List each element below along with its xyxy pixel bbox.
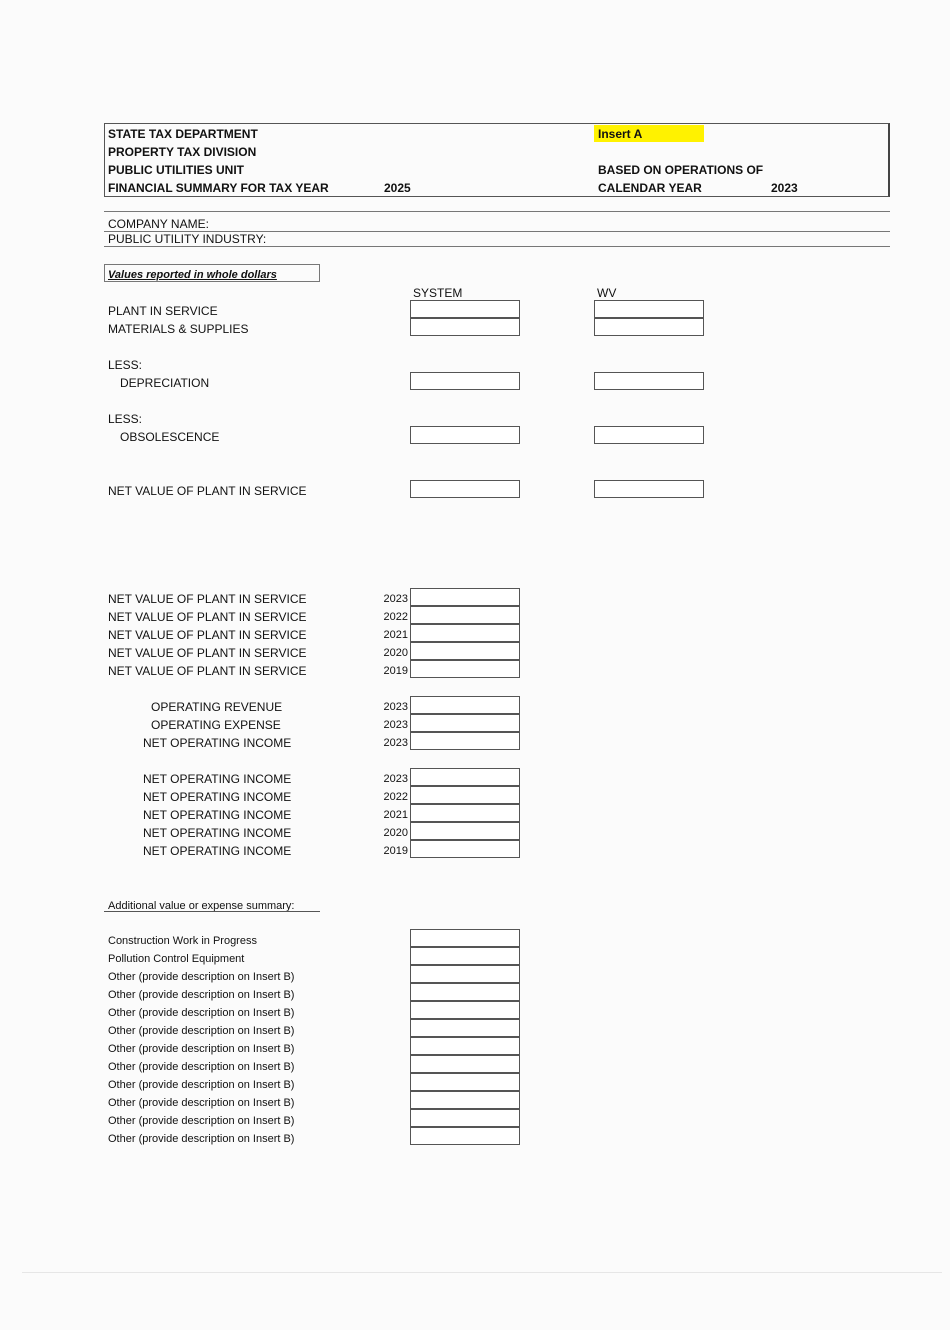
noi-history-input[interactable] bbox=[410, 840, 520, 858]
noi-history-label: NET OPERATING INCOME bbox=[143, 844, 292, 858]
unit-title: PUBLIC UTILITIES UNIT bbox=[108, 163, 244, 177]
net-value-history-input[interactable] bbox=[410, 606, 520, 624]
additional-item-input[interactable] bbox=[410, 1127, 520, 1145]
depreciation-label: DEPRECIATION bbox=[120, 376, 210, 390]
company-bottom-line bbox=[104, 246, 890, 247]
additional-item-label: Other (provide description on Insert B) bbox=[108, 989, 295, 1001]
additional-item-input[interactable] bbox=[410, 965, 520, 983]
additional-item-input[interactable] bbox=[410, 929, 520, 947]
page-bottom-rule bbox=[22, 1272, 942, 1273]
materials-system-input[interactable] bbox=[410, 318, 520, 336]
noi-history-year: 2022 bbox=[383, 791, 408, 803]
additional-item-label: Other (provide description on Insert B) bbox=[108, 1079, 295, 1091]
additional-item-label: Other (provide description on Insert B) bbox=[108, 1061, 295, 1073]
operating-revenue-year: 2023 bbox=[383, 701, 408, 713]
net-operating-income-input[interactable] bbox=[410, 732, 520, 750]
additional-item-label: Other (provide description on Insert B) bbox=[108, 971, 295, 983]
insert-label: Insert A bbox=[598, 127, 643, 141]
tax-year: 2025 bbox=[384, 181, 411, 195]
net-operating-income-year: 2023 bbox=[383, 737, 408, 749]
company-name-label: COMPANY NAME: bbox=[108, 217, 209, 231]
plant-in-service-wv-input[interactable] bbox=[594, 300, 704, 318]
additional-item-input[interactable] bbox=[410, 1037, 520, 1055]
operating-expense-label: OPERATING EXPENSE bbox=[151, 718, 281, 732]
wv-column-header: WV bbox=[597, 286, 617, 300]
additional-title: Additional value or expense summary: bbox=[108, 900, 295, 912]
net-value-label: NET VALUE OF PLANT IN SERVICE bbox=[108, 484, 307, 498]
summary-title: FINANCIAL SUMMARY FOR TAX YEAR bbox=[108, 181, 329, 195]
additional-item-input[interactable] bbox=[410, 947, 520, 965]
net-value-history-year: 2021 bbox=[383, 629, 408, 641]
noi-history-input[interactable] bbox=[410, 786, 520, 804]
noi-history-input[interactable] bbox=[410, 822, 520, 840]
less-label-1: LESS: bbox=[108, 358, 143, 372]
net-value-history-label: NET VALUE OF PLANT IN SERVICE bbox=[108, 592, 307, 606]
operating-revenue-input[interactable] bbox=[410, 696, 520, 714]
net-value-history-label: NET VALUE OF PLANT IN SERVICE bbox=[108, 664, 307, 678]
noi-history-label: NET OPERATING INCOME bbox=[143, 772, 292, 786]
obsolescence-system-input[interactable] bbox=[410, 426, 520, 444]
operating-expense-year: 2023 bbox=[383, 719, 408, 731]
additional-item-input[interactable] bbox=[410, 1019, 520, 1037]
depreciation-system-input[interactable] bbox=[410, 372, 520, 390]
additional-item-label: Other (provide description on Insert B) bbox=[108, 1133, 295, 1145]
net-value-wv-input[interactable] bbox=[594, 480, 704, 498]
materials-wv-input[interactable] bbox=[594, 318, 704, 336]
based-on-label: BASED ON OPERATIONS OF bbox=[598, 163, 764, 177]
additional-item-label: Construction Work in Progress bbox=[108, 935, 257, 947]
plant-in-service-system-input[interactable] bbox=[410, 300, 520, 318]
industry-field[interactable] bbox=[260, 232, 890, 246]
noi-history-label: NET OPERATING INCOME bbox=[143, 826, 292, 840]
net-value-history-label: NET VALUE OF PLANT IN SERVICE bbox=[108, 610, 307, 624]
system-column-header: SYSTEM bbox=[413, 286, 463, 300]
materials-label: MATERIALS & SUPPLIES bbox=[108, 322, 249, 336]
operating-revenue-label: OPERATING REVENUE bbox=[151, 700, 283, 714]
noi-history-input[interactable] bbox=[410, 768, 520, 786]
net-value-history-year: 2023 bbox=[383, 593, 408, 605]
additional-item-input[interactable] bbox=[410, 983, 520, 1001]
operating-expense-input[interactable] bbox=[410, 714, 520, 732]
noi-history-year: 2020 bbox=[383, 827, 408, 839]
additional-item-label: Other (provide description on Insert B) bbox=[108, 1025, 295, 1037]
noi-history-input[interactable] bbox=[410, 804, 520, 822]
calendar-year-label: CALENDAR YEAR bbox=[598, 181, 702, 195]
division-title: PROPERTY TAX DIVISION bbox=[108, 145, 257, 159]
calendar-year: 2023 bbox=[771, 181, 798, 195]
additional-item-input[interactable] bbox=[410, 1109, 520, 1127]
net-value-history-year: 2019 bbox=[383, 665, 408, 677]
company-name-field[interactable] bbox=[210, 216, 890, 231]
additional-item-input[interactable] bbox=[410, 1073, 520, 1091]
net-value-system-input[interactable] bbox=[410, 480, 520, 498]
plant-in-service-label: PLANT IN SERVICE bbox=[108, 304, 218, 318]
noi-history-year: 2019 bbox=[383, 845, 408, 857]
depreciation-wv-input[interactable] bbox=[594, 372, 704, 390]
industry-label: PUBLIC UTILITY INDUSTRY: bbox=[108, 232, 267, 246]
additional-title-underline bbox=[104, 911, 320, 912]
noi-history-year: 2023 bbox=[383, 773, 408, 785]
net-value-history-label: NET VALUE OF PLANT IN SERVICE bbox=[108, 646, 307, 660]
net-operating-income-label: NET OPERATING INCOME bbox=[143, 736, 292, 750]
noi-history-label: NET OPERATING INCOME bbox=[143, 808, 292, 822]
additional-item-input[interactable] bbox=[410, 1055, 520, 1073]
additional-item-label: Other (provide description on Insert B) bbox=[108, 1115, 295, 1127]
net-value-history-input[interactable] bbox=[410, 588, 520, 606]
additional-item-input[interactable] bbox=[410, 1001, 520, 1019]
additional-item-label: Other (provide description on Insert B) bbox=[108, 1097, 295, 1109]
net-value-history-year: 2020 bbox=[383, 647, 408, 659]
net-value-history-input[interactable] bbox=[410, 660, 520, 678]
net-value-history-year: 2022 bbox=[383, 611, 408, 623]
noi-history-label: NET OPERATING INCOME bbox=[143, 790, 292, 804]
values-note: Values reported in whole dollars bbox=[108, 269, 277, 281]
additional-item-label: Pollution Control Equipment bbox=[108, 953, 245, 965]
noi-history-year: 2021 bbox=[383, 809, 408, 821]
obsolescence-wv-input[interactable] bbox=[594, 426, 704, 444]
net-value-history-input[interactable] bbox=[410, 624, 520, 642]
dept-title: STATE TAX DEPARTMENT bbox=[108, 127, 258, 141]
net-value-history-input[interactable] bbox=[410, 642, 520, 660]
less-label-2: LESS: bbox=[108, 412, 143, 426]
additional-item-label: Other (provide description on Insert B) bbox=[108, 1043, 295, 1055]
additional-item-input[interactable] bbox=[410, 1091, 520, 1109]
obsolescence-label: OBSOLESCENCE bbox=[120, 430, 220, 444]
net-value-history-label: NET VALUE OF PLANT IN SERVICE bbox=[108, 628, 307, 642]
company-top-line bbox=[104, 211, 890, 212]
additional-item-label: Other (provide description on Insert B) bbox=[108, 1007, 295, 1019]
